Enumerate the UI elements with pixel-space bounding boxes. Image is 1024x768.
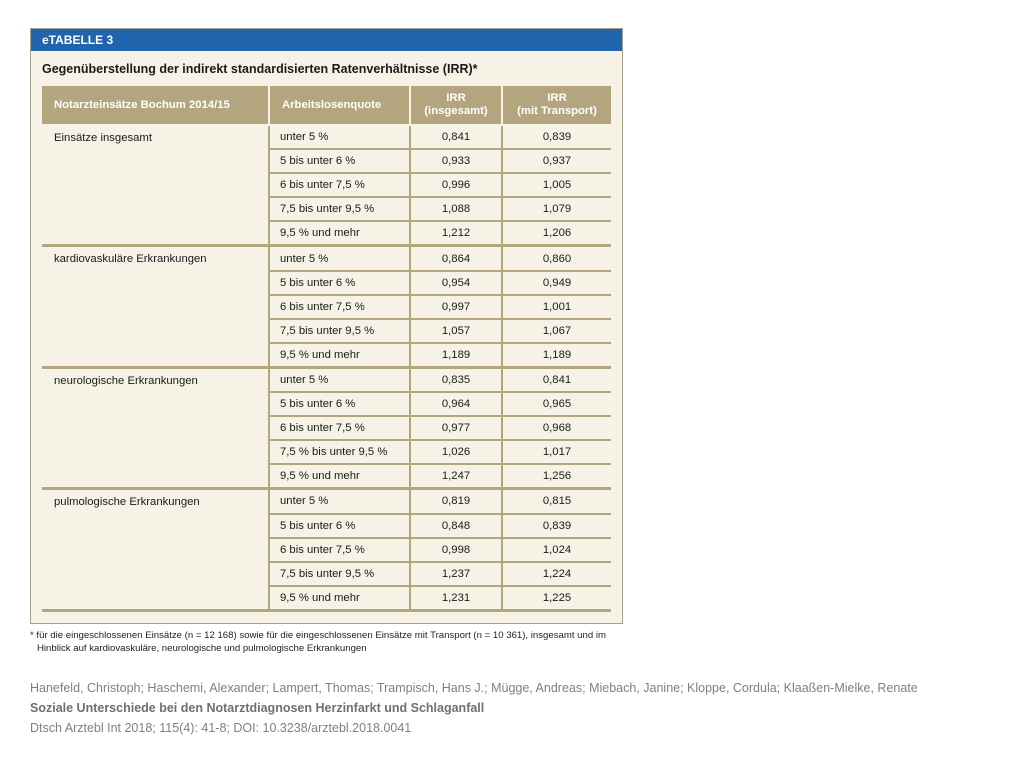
unemployment-rate-cell: 7,5 bis unter 9,5 % bbox=[269, 197, 410, 221]
irr-transport-cell: 1,024 bbox=[502, 538, 611, 562]
unemployment-rate-cell: 9,5 % und mehr bbox=[269, 586, 410, 611]
unemployment-rate-cell: 6 bis unter 7,5 % bbox=[269, 538, 410, 562]
category-cell: kardiovaskuläre Erkrankungen bbox=[42, 246, 269, 367]
table-caption: Gegenüberstellung der indirekt standardisierten Ratenverhältnisse (IRR)* bbox=[42, 62, 478, 76]
irr-transport-cell: 1,067 bbox=[502, 319, 611, 343]
citation bbox=[30, 678, 918, 738]
category-cell: neurologische Erkrankungen bbox=[42, 367, 269, 488]
irr-transport-cell: 0,937 bbox=[502, 149, 611, 173]
unemployment-rate-cell: 5 bis unter 6 % bbox=[269, 271, 410, 295]
table-panel bbox=[30, 28, 623, 624]
irr-total-cell: 0,864 bbox=[410, 246, 502, 271]
table-row bbox=[42, 367, 611, 392]
irr-transport-cell: 0,839 bbox=[502, 125, 611, 149]
unemployment-rate-cell: 9,5 % und mehr bbox=[269, 464, 410, 489]
irr-total-cell: 0,954 bbox=[410, 271, 502, 295]
table-row bbox=[42, 125, 611, 149]
header-category: Notarzteinsätze Bochum 2014/15 bbox=[42, 86, 269, 125]
irr-transport-cell: 0,860 bbox=[502, 246, 611, 271]
unemployment-rate-cell: 9,5 % und mehr bbox=[269, 343, 410, 368]
table-row bbox=[42, 246, 611, 271]
table-header-row bbox=[42, 86, 611, 125]
irr-total-cell: 1,212 bbox=[410, 221, 502, 246]
irr-transport-cell: 1,225 bbox=[502, 586, 611, 611]
unemployment-rate-cell: 9,5 % und mehr bbox=[269, 221, 410, 246]
irr-total-cell: 1,237 bbox=[410, 562, 502, 586]
citation-authors: Hanefeld, Christoph; Haschemi, Alexander; Lampert, Thomas; Trampisch, Hans J.; Mügge, Andreas; Miebach, Janine; Kloppe, Cordula; Klaaßen-Mielke, Renate bbox=[30, 681, 918, 695]
irr-total-cell: 0,848 bbox=[410, 514, 502, 538]
irr-total-cell: 1,088 bbox=[410, 197, 502, 221]
irr-total-cell: 0,835 bbox=[410, 367, 502, 392]
unemployment-rate-cell: 7,5 % bis unter 9,5 % bbox=[269, 440, 410, 464]
irr-transport-cell: 0,841 bbox=[502, 367, 611, 392]
irr-transport-cell: 1,079 bbox=[502, 197, 611, 221]
unemployment-rate-cell: 5 bis unter 6 % bbox=[269, 149, 410, 173]
irr-total-cell: 0,997 bbox=[410, 295, 502, 319]
unemployment-rate-cell: unter 5 % bbox=[269, 125, 410, 149]
unemployment-rate-cell: unter 5 % bbox=[269, 367, 410, 392]
unemployment-rate-cell: unter 5 % bbox=[269, 489, 410, 514]
irr-transport-cell: 1,224 bbox=[502, 562, 611, 586]
unemployment-rate-cell: 5 bis unter 6 % bbox=[269, 514, 410, 538]
irr-transport-cell: 0,839 bbox=[502, 514, 611, 538]
table-row bbox=[42, 489, 611, 514]
irr-transport-cell: 1,017 bbox=[502, 440, 611, 464]
header-irr-transport bbox=[502, 86, 611, 125]
irr-transport-cell: 0,949 bbox=[502, 271, 611, 295]
header-irr-total-line2: (insgesamt) bbox=[424, 105, 488, 117]
irr-total-cell: 1,026 bbox=[410, 440, 502, 464]
irr-total-cell: 0,819 bbox=[410, 489, 502, 514]
unemployment-rate-cell: 6 bis unter 7,5 % bbox=[269, 173, 410, 197]
irr-total-cell: 0,977 bbox=[410, 416, 502, 440]
citation-title: Soziale Unterschiede bei den Notarztdiagnosen Herzinfarkt und Schlaganfall bbox=[30, 701, 485, 715]
footnote-line1: * für die eingeschlossenen Einsätze (n = 12 168) sowie für die eingeschlossenen Einsätze mit Transport (n = 10 361), insgesamt und im bbox=[30, 630, 606, 641]
unemployment-rate-cell: 5 bis unter 6 % bbox=[269, 392, 410, 416]
irr-total-cell: 1,247 bbox=[410, 464, 502, 489]
category-cell: pulmologische Erkrankungen bbox=[42, 489, 269, 610]
irr-total-cell: 0,998 bbox=[410, 538, 502, 562]
unemployment-rate-cell: 7,5 bis unter 9,5 % bbox=[269, 319, 410, 343]
header-irr-transport-line2: (mit Transport) bbox=[517, 105, 597, 117]
header-irr-total bbox=[410, 86, 502, 125]
irr-total-cell: 1,231 bbox=[410, 586, 502, 611]
irr-transport-cell: 1,005 bbox=[502, 173, 611, 197]
table-body bbox=[42, 125, 611, 610]
unemployment-rate-cell: 6 bis unter 7,5 % bbox=[269, 416, 410, 440]
irr-transport-cell: 1,189 bbox=[502, 343, 611, 368]
table-banner: eTABELLE 3 bbox=[31, 29, 622, 51]
unemployment-rate-cell: 6 bis unter 7,5 % bbox=[269, 295, 410, 319]
irr-total-cell: 0,933 bbox=[410, 149, 502, 173]
category-cell: Einsätze insgesamt bbox=[42, 125, 269, 246]
irr-table bbox=[42, 86, 611, 612]
irr-transport-cell: 0,965 bbox=[502, 392, 611, 416]
header-unemployment-rate: Arbeitslosenquote bbox=[269, 86, 410, 125]
irr-transport-cell: 0,968 bbox=[502, 416, 611, 440]
irr-transport-cell: 1,206 bbox=[502, 221, 611, 246]
unemployment-rate-cell: unter 5 % bbox=[269, 246, 410, 271]
header-irr-total-line1: IRR bbox=[446, 92, 466, 104]
irr-transport-cell: 1,001 bbox=[502, 295, 611, 319]
irr-total-cell: 1,057 bbox=[410, 319, 502, 343]
irr-transport-cell: 0,815 bbox=[502, 489, 611, 514]
irr-transport-cell: 1,256 bbox=[502, 464, 611, 489]
footnote bbox=[30, 629, 630, 655]
irr-total-cell: 0,841 bbox=[410, 125, 502, 149]
unemployment-rate-cell: 7,5 bis unter 9,5 % bbox=[269, 562, 410, 586]
footnote-line2: Hinblick auf kardiovaskuläre, neurologische und pulmologische Erkrankungen bbox=[37, 643, 367, 654]
citation-source: Dtsch Arztebl Int 2018; 115(4): 41-8; DOI: 10.3238/arztebl.2018.0041 bbox=[30, 721, 412, 735]
irr-total-cell: 1,189 bbox=[410, 343, 502, 368]
irr-total-cell: 0,996 bbox=[410, 173, 502, 197]
irr-total-cell: 0,964 bbox=[410, 392, 502, 416]
header-irr-transport-line1: IRR bbox=[547, 92, 567, 104]
